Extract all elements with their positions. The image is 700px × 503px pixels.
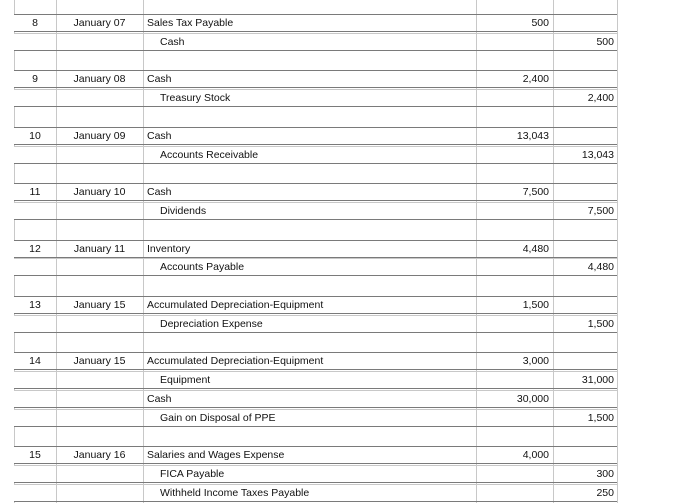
cell-divider xyxy=(476,372,477,388)
cell-divider xyxy=(56,90,57,106)
credit-amount-cell[interactable] xyxy=(553,15,617,31)
debit-amount-cell[interactable] xyxy=(476,372,553,388)
entry-date-cell[interactable] xyxy=(56,90,143,106)
credit-amount-cell[interactable] xyxy=(553,391,617,407)
account-title-cell[interactable]: FICA Payable xyxy=(160,468,225,480)
account-title-cell[interactable]: Accumulated Depreciation-Equipment xyxy=(147,355,324,367)
account-title-cell[interactable]: Treasury Stock xyxy=(160,92,231,104)
account-title-cell[interactable]: Accounts Receivable xyxy=(160,149,259,161)
cell-divider xyxy=(56,184,57,200)
account-title-cell[interactable]: Cash xyxy=(147,393,172,405)
cell-divider xyxy=(56,316,57,332)
cell-divider xyxy=(553,316,554,332)
journal-row xyxy=(14,146,617,164)
cell-divider xyxy=(143,353,144,369)
credit-amount-cell[interactable]: 7,500 xyxy=(587,205,614,217)
cell-divider xyxy=(143,90,144,106)
cell-divider xyxy=(143,372,144,388)
entry-number-cell xyxy=(14,203,56,219)
journal-row xyxy=(14,352,617,370)
debit-amount-cell[interactable]: 2,400 xyxy=(522,73,549,85)
debit-amount-cell[interactable] xyxy=(476,410,553,426)
entry-number-cell xyxy=(14,259,56,275)
journal-row xyxy=(14,183,617,201)
account-title-cell[interactable]: Cash xyxy=(160,36,185,48)
cell-divider xyxy=(56,128,57,144)
entry-number-cell xyxy=(14,147,56,163)
entry-number-cell: 13 xyxy=(29,299,41,311)
debit-amount-cell[interactable] xyxy=(476,316,553,332)
entry-number-cell: 9 xyxy=(32,73,38,85)
entry-date-cell[interactable] xyxy=(56,485,143,501)
entry-number-cell: 12 xyxy=(29,243,41,255)
entry-number-cell xyxy=(14,410,56,426)
credit-amount-cell[interactable] xyxy=(553,128,617,144)
cell-divider xyxy=(553,34,554,50)
journal-row xyxy=(14,89,617,107)
credit-amount-cell[interactable]: 1,500 xyxy=(587,318,614,330)
cell-divider xyxy=(553,466,554,482)
cell-divider xyxy=(56,391,57,407)
entry-date-cell[interactable]: January 11 xyxy=(73,243,126,255)
cell-divider xyxy=(56,147,57,163)
cell-divider xyxy=(56,410,57,426)
debit-amount-cell[interactable]: 4,000 xyxy=(522,449,549,461)
cell-divider xyxy=(553,128,554,144)
cell-divider xyxy=(553,259,554,275)
credit-amount-cell[interactable] xyxy=(553,241,617,257)
journal-row xyxy=(14,484,617,502)
account-title-cell[interactable]: Cash xyxy=(147,186,172,198)
credit-amount-cell[interactable]: 250 xyxy=(596,487,614,499)
journal-row xyxy=(14,240,617,258)
entry-date-cell[interactable] xyxy=(56,372,143,388)
entry-date-cell[interactable] xyxy=(56,203,143,219)
entry-date-cell[interactable] xyxy=(56,391,143,407)
cell-divider xyxy=(56,297,57,313)
credit-amount-cell[interactable]: 300 xyxy=(596,468,614,480)
entry-date-cell[interactable] xyxy=(56,410,143,426)
entry-date-cell[interactable]: January 10 xyxy=(73,186,126,198)
entry-number-cell: 15 xyxy=(29,449,41,461)
debit-amount-cell[interactable]: 1,500 xyxy=(522,299,549,311)
journal-row xyxy=(14,315,617,333)
journal-row xyxy=(14,296,617,314)
credit-amount-cell[interactable]: 4,480 xyxy=(587,261,614,273)
cell-divider xyxy=(56,34,57,50)
account-title-cell[interactable]: Cash xyxy=(147,73,172,85)
cell-divider xyxy=(476,15,477,31)
credit-amount-cell[interactable]: 31,000 xyxy=(581,374,614,386)
debit-amount-cell[interactable]: 13,043 xyxy=(516,130,549,142)
entry-date-cell[interactable] xyxy=(56,34,143,50)
entry-date-cell[interactable] xyxy=(56,316,143,332)
cell-divider xyxy=(553,297,554,313)
cell-divider xyxy=(476,71,477,87)
cell-divider xyxy=(476,34,477,50)
cell-divider xyxy=(476,466,477,482)
cell-divider xyxy=(476,259,477,275)
cell-divider xyxy=(56,15,57,31)
journal-row xyxy=(14,446,617,464)
cell-divider xyxy=(553,71,554,87)
cell-divider xyxy=(553,391,554,407)
entry-number-cell: 8 xyxy=(32,17,38,29)
cell-divider xyxy=(553,203,554,219)
entry-date-cell[interactable]: January 15 xyxy=(73,355,126,367)
debit-amount-cell[interactable]: 3,000 xyxy=(522,355,549,367)
account-title-cell[interactable]: Sales Tax Payable xyxy=(147,17,234,29)
entry-number-cell: 11 xyxy=(29,186,41,198)
cell-divider xyxy=(553,410,554,426)
journal-row xyxy=(14,409,617,427)
credit-amount-cell[interactable]: 1,500 xyxy=(587,412,614,424)
account-title-cell[interactable]: Equipment xyxy=(160,374,211,386)
cell-divider xyxy=(143,259,144,275)
account-title-cell[interactable]: Accumulated Depreciation-Equipment xyxy=(147,299,324,311)
cell-divider xyxy=(56,447,57,463)
account-title-cell[interactable]: Withheld Income Taxes Payable xyxy=(160,487,310,499)
credit-amount-cell[interactable]: 13,043 xyxy=(581,149,614,161)
cell-divider xyxy=(553,184,554,200)
credit-amount-cell[interactable] xyxy=(553,184,617,200)
credit-amount-cell[interactable] xyxy=(553,447,617,463)
entry-number-cell xyxy=(14,372,56,388)
cell-divider xyxy=(143,297,144,313)
journal-row xyxy=(14,33,617,51)
entry-date-cell[interactable]: January 08 xyxy=(73,73,126,85)
cell-divider xyxy=(143,71,144,87)
journal-row xyxy=(14,371,617,389)
cell-divider xyxy=(143,316,144,332)
credit-amount-cell[interactable] xyxy=(553,71,617,87)
cell-divider xyxy=(143,147,144,163)
debit-amount-cell[interactable]: 500 xyxy=(531,17,549,29)
cell-divider xyxy=(476,147,477,163)
cell-divider xyxy=(476,90,477,106)
cell-divider xyxy=(476,241,477,257)
entry-date-cell[interactable]: January 07 xyxy=(73,17,126,29)
cell-divider xyxy=(56,241,57,257)
cell-divider xyxy=(476,485,477,501)
credit-amount-cell[interactable]: 2,400 xyxy=(587,92,614,104)
entry-date-cell[interactable] xyxy=(56,147,143,163)
cell-divider xyxy=(143,391,144,407)
entry-number-cell: 14 xyxy=(29,355,41,367)
debit-amount-cell[interactable]: 30,000 xyxy=(516,393,549,405)
account-title-cell[interactable]: Accounts Payable xyxy=(160,261,245,273)
cell-divider xyxy=(553,353,554,369)
cell-divider xyxy=(143,15,144,31)
account-title-cell[interactable]: Salaries and Wages Expense xyxy=(147,449,285,461)
entry-number-cell xyxy=(14,34,56,50)
account-title-cell[interactable]: Depreciation Expense xyxy=(160,318,263,330)
journal-row xyxy=(14,70,617,88)
cell-divider xyxy=(56,259,57,275)
cell-divider xyxy=(553,485,554,501)
cell-divider xyxy=(476,447,477,463)
entry-number-cell xyxy=(14,485,56,501)
account-title-cell[interactable]: Cash xyxy=(147,130,172,142)
debit-amount-cell[interactable] xyxy=(476,259,553,275)
debit-amount-cell[interactable]: 4,480 xyxy=(522,243,549,255)
cell-divider xyxy=(143,447,144,463)
journal-row xyxy=(14,127,617,145)
cell-divider xyxy=(56,71,57,87)
cell-divider xyxy=(143,466,144,482)
cell-divider xyxy=(56,372,57,388)
cell-divider xyxy=(56,485,57,501)
cell-divider xyxy=(143,485,144,501)
cell-divider xyxy=(553,147,554,163)
cell-divider xyxy=(143,184,144,200)
debit-amount-cell[interactable] xyxy=(476,485,553,501)
entry-number-cell: 10 xyxy=(29,130,41,142)
entry-date-cell[interactable] xyxy=(56,259,143,275)
cell-divider xyxy=(143,34,144,50)
journal-row xyxy=(14,202,617,220)
cell-divider xyxy=(553,372,554,388)
cell-divider xyxy=(476,316,477,332)
cell-divider xyxy=(553,241,554,257)
cell-divider xyxy=(553,15,554,31)
credit-amount-cell[interactable] xyxy=(553,353,617,369)
cell-divider xyxy=(476,391,477,407)
credit-amount-cell[interactable]: 500 xyxy=(596,36,614,48)
cell-divider xyxy=(476,410,477,426)
cell-divider xyxy=(143,128,144,144)
cell-divider xyxy=(476,203,477,219)
debit-amount-cell[interactable]: 7,500 xyxy=(522,186,549,198)
entry-date-cell[interactable]: January 16 xyxy=(73,449,126,461)
debit-amount-cell[interactable] xyxy=(476,147,553,163)
account-title-cell[interactable]: Dividends xyxy=(160,205,207,217)
entry-date-cell[interactable] xyxy=(56,466,143,482)
journal-row xyxy=(14,465,617,483)
cell-divider xyxy=(56,466,57,482)
journal-row xyxy=(14,14,617,32)
debit-amount-cell[interactable] xyxy=(476,466,553,482)
debit-amount-cell[interactable] xyxy=(476,34,553,50)
cell-divider xyxy=(56,353,57,369)
entry-number-cell xyxy=(14,466,56,482)
cell-divider xyxy=(553,447,554,463)
entry-number-cell xyxy=(14,90,56,106)
cell-divider xyxy=(476,353,477,369)
entry-number-cell xyxy=(14,391,56,407)
entry-date-cell[interactable]: January 15 xyxy=(73,299,126,311)
cell-divider xyxy=(476,184,477,200)
entry-number-cell xyxy=(14,316,56,332)
journal-row xyxy=(14,258,617,276)
entry-date-cell[interactable]: January 09 xyxy=(73,130,126,142)
cell-divider xyxy=(143,410,144,426)
cell-divider xyxy=(553,90,554,106)
debit-amount-cell[interactable] xyxy=(476,203,553,219)
cell-divider xyxy=(476,128,477,144)
journal-row xyxy=(14,390,617,408)
cell-divider xyxy=(143,203,144,219)
account-title-cell[interactable]: Gain on Disposal of PPE xyxy=(160,412,276,424)
credit-amount-cell[interactable] xyxy=(553,297,617,313)
debit-amount-cell[interactable] xyxy=(476,90,553,106)
account-title-cell[interactable]: Inventory xyxy=(147,243,191,255)
cell-divider xyxy=(476,297,477,313)
cell-divider xyxy=(56,203,57,219)
column-divider xyxy=(617,0,618,503)
cell-divider xyxy=(143,241,144,257)
